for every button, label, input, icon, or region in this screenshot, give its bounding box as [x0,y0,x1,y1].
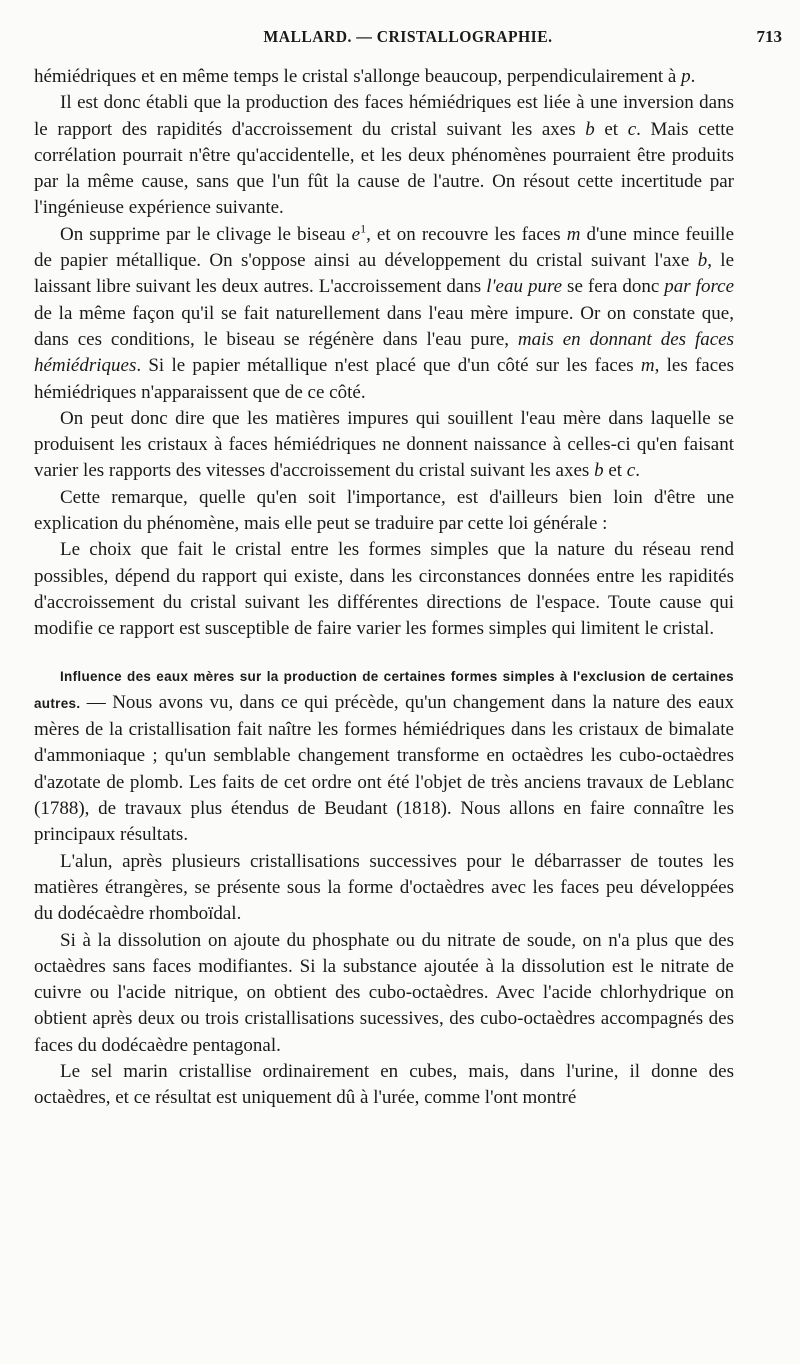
italic-text: p [681,66,691,87]
text-run: . [635,460,640,482]
paragraph [34,90,734,221]
italic-text: l'eau pure [486,276,563,298]
running-head-title: MALLARD. — CRISTALLOGRAPHIE. [263,27,553,46]
body-text [34,64,734,1112]
paragraph [34,222,734,406]
text-run: Le sel marin cristallise ordinairement en cubes, mais, dans l'urine, il donne des octaèdres, et ce résultat est uniquement dû à l'urée, comme l'ont montré [34,1060,734,1109]
text-run: hémiédriques et en même temps le cristal s'allonge beaucoup, perpendiculairement à [34,66,682,87]
paragraph [34,537,734,642]
text-run: On peut donc dire que les matières impures qui souillent l'eau mère dans laquelle se produisent les cristaux à faces hémiédriques ne donnent naissance à celles-ci qu'en faisant varier les rapports des vitesses d'accroissement du cristal suivant les axes [34,407,734,482]
text-run: Il est donc établi que la production des faces hémiédriques est liée à une inversion dans le rapport des rapidités d'accroissement du cristal suivant les axes [34,92,734,140]
italic-text: b [594,460,604,482]
paragraph [34,406,734,485]
text-run: Le choix que fait le cristal entre les formes simples que la nature du réseau rend possibles, dépend du rapport qui existe, dans les circonstances données entre les rapidités d'accroissement du cristal suivant les différentes directions de l'espace. Toute cause qui modifie ce rapport est susceptible de faire varier les formes simples qui limitent le cristal. [34,539,734,640]
italic-text: c [627,118,637,140]
italic-text: b [697,250,708,272]
text-run: se fera donc [562,276,665,298]
paragraph [34,1059,734,1112]
text-run: , le laissant libre suivant les deux autres. L'accroissement dans [34,250,734,298]
text-run: — Nous avons vu, dans ce qui précède, qu'un changement dans la nature des eaux mères de la cristallisation fait naître les formes hémiédriques dans les cristaux de bimalate d'ammoniaque ; qu'un semblable changement transforme en octaèdres les cubo-octaèdres d'azotate de plomb. Les faits de cet ordre ont été l'objet de très anciens travaux de Leblanc (1788), de travaux plus étendus de Beudant (1818). Nous allons en faire connaître les principaux résultats. [34,691,734,846]
text-run: On supprime par le clivage le biseau [60,223,352,245]
section-paragraph [34,663,734,849]
text-run: Si à la dissolution on ajoute du phosphate ou du nitrate de soude, on n'a plus que des octaèdres sans faces modifiantes. Si la substance ajoutée à la dissolution est le nitrate de cuivre ou l'acide nitrique, on obtient des cubo-octaèdres. Avec l'acide chlorhydrique on obtient après deux ou trois cristallisations sucessives, des cubo-octaèdres accompagnés des faces du dodécaèdre pentagonal. [34,929,734,1056]
running-head [34,27,782,53]
text-run: Cette remarque, quelle qu'en soit l'importance, est d'ailleurs bien loin d'être une explication du phénomène, mais elle peut se traduire par cette loi générale : [34,486,734,535]
text-run: , et on recouvre les faces [366,223,567,245]
italic-text: par force [664,276,735,298]
superscript: 1 [360,221,367,236]
page-number: 713 [756,27,782,46]
text-run: . Mais cette corrélation pourrait n'être qu'accidentelle, et les deux phénomènes pourraient être produits par la même cause, sans que l'un fût la cause de l'autre. On résout cette incertitude par l'ingénieuse expérience suivante. [34,118,734,219]
section-heading: Influence des eaux mères sur la production de certaines formes simples à l'exclusion de certaines autres. [34,668,734,711]
text-run: , les faces hémiédriques n'apparaissent que de ce côté. [34,355,734,403]
text-run: L'alun, après plusieurs cristallisations successives pour le débarrasser de toutes les matières étrangères, se présente sous la forme d'octaèdres avec les faces peu développées du dodécaèdre rhomboïdal. [34,850,734,925]
italic-text: b [585,118,595,140]
text-run: . [690,66,696,87]
text-run: de la même façon qu'il se fait naturellement dans l'eau mère impure. Or on constate que, dans ces conditions, le biseau se régénère dans l'eau pure, [34,302,734,350]
paragraph [34,928,734,1059]
text-run: d'une mince feuille de papier métallique. On s'oppose ainsi au développement du cristal suivant l'axe [34,223,735,272]
text-run: . Si le papier métallique n'est placé que d'un côté sur les faces [136,355,641,377]
italic-text: e [351,223,361,245]
italic-text: mais en donnant des faces hémiédriques [34,328,734,377]
paragraph [34,64,734,90]
paragraph [34,485,734,538]
italic-text: c [626,460,636,482]
text-run: et [603,460,627,482]
paragraph [34,849,734,928]
text-run: et [594,118,628,140]
italic-text: m [640,355,655,377]
italic-text: m [566,223,581,245]
